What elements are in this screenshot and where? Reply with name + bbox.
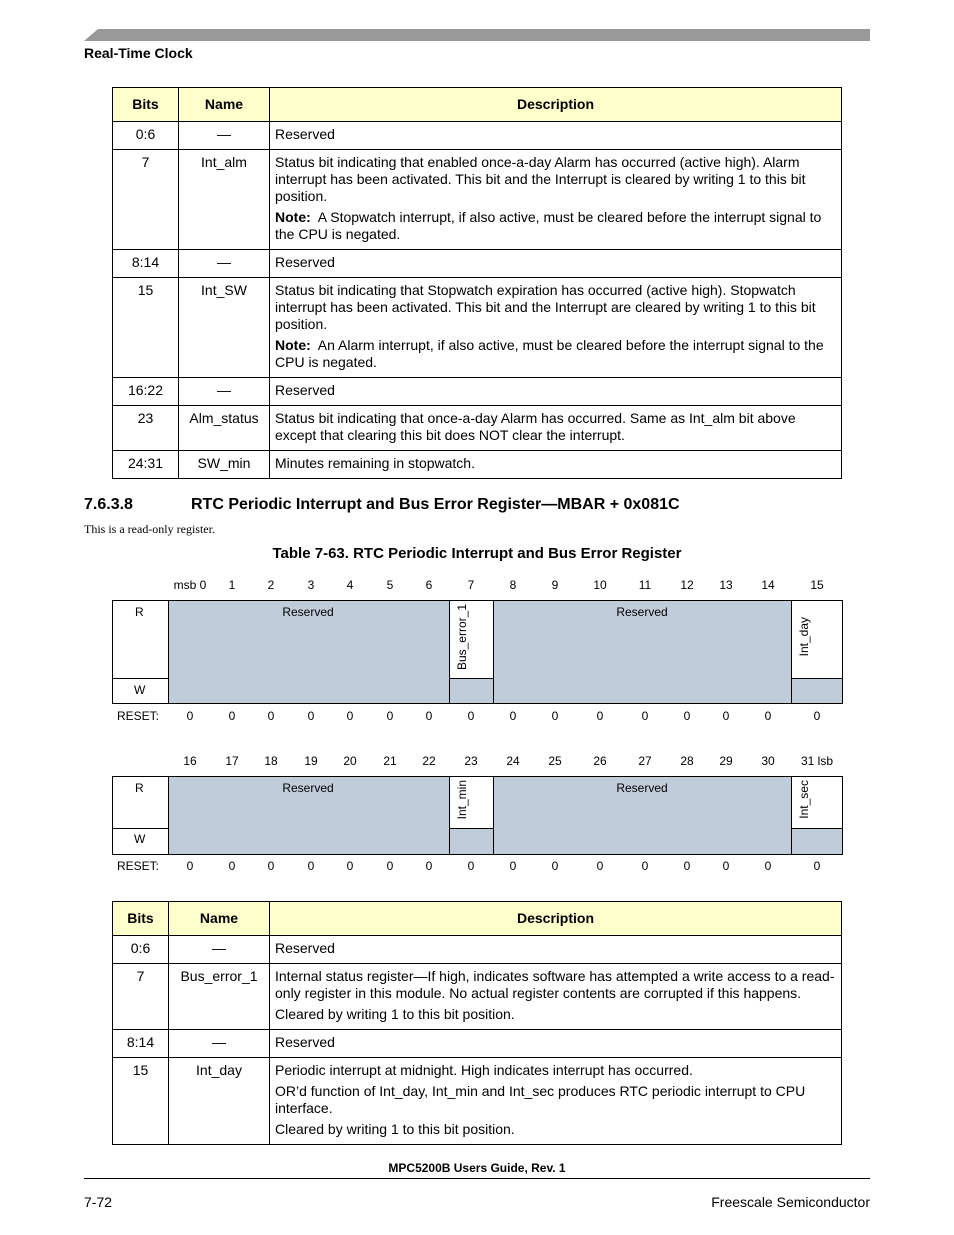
bit-number: 1 <box>228 578 236 592</box>
name-cell: Int_alm <box>179 150 270 250</box>
bit-number: 11 <box>638 578 652 592</box>
bit-number: 19 <box>304 754 318 768</box>
reset-value: 0 <box>683 709 691 723</box>
section-paragraph: This is a read-only register. <box>84 522 215 536</box>
name-cell: — <box>169 1030 270 1058</box>
write-field-shaded <box>450 829 493 854</box>
name-cell: SW_min <box>179 451 270 479</box>
table-row <box>113 1058 842 1145</box>
bits-cell: 0:6 <box>113 122 179 150</box>
bit-number: 5 <box>386 578 394 592</box>
note-label: Note: <box>275 337 311 353</box>
reset-value: 0 <box>228 709 236 723</box>
reset-value: 0 <box>641 859 649 873</box>
bit-number: 18 <box>264 754 278 768</box>
description-text: Reserved <box>275 126 335 142</box>
description-text: Status bit indicating that once-a-day Alarm has occurred. Same as Int_alm bit above except that clearing this bit does NOT clear the interrupt. <box>275 410 796 443</box>
name-cell: — <box>179 378 270 406</box>
reserved-label: Reserved <box>616 605 668 619</box>
footer-company: Freescale Semiconductor <box>711 1194 870 1210</box>
description-text: Reserved <box>275 382 335 398</box>
bit-number: 20 <box>343 754 357 768</box>
reset-value: 0 <box>425 709 433 723</box>
reset-value: 0 <box>509 859 517 873</box>
divider <box>449 678 494 679</box>
bit-number-row <box>0 754 954 770</box>
header-bar <box>84 29 870 41</box>
description-text: Cleared by writing 1 to this bit position. <box>275 1121 515 1137</box>
section-number: 7.6.3.8 <box>84 496 133 513</box>
header-name: Name <box>179 88 270 122</box>
header-description: Description <box>270 902 842 936</box>
description-cell <box>270 964 842 1030</box>
field-label-int-min: Int_min <box>455 780 469 820</box>
note-paragraph <box>275 209 836 243</box>
name-cell: Int_SW <box>179 278 270 378</box>
reset-value: 0 <box>813 859 821 873</box>
running-header-title: Real-Time Clock <box>84 45 193 61</box>
name-cell: — <box>169 936 270 964</box>
reset-value: 0 <box>386 859 394 873</box>
description-text: Reserved <box>275 1034 335 1050</box>
name-cell: — <box>179 122 270 150</box>
bit-number: 26 <box>593 754 607 768</box>
bits-cell: 15 <box>113 1058 169 1145</box>
write-label: W <box>134 832 146 846</box>
reset-value: 0 <box>467 859 475 873</box>
read-label: R <box>135 605 144 619</box>
divider <box>449 776 450 855</box>
reset-value: 0 <box>267 859 275 873</box>
bit-number: 9 <box>551 578 559 592</box>
description-text: Reserved <box>275 940 335 956</box>
reset-value: 0 <box>346 859 354 873</box>
reset-value: 0 <box>596 709 604 723</box>
reset-value: 0 <box>683 859 691 873</box>
table-row <box>113 406 842 451</box>
reserved-label: Reserved <box>282 605 334 619</box>
description-cell <box>270 451 842 479</box>
reset-value: 0 <box>813 709 821 723</box>
reset-value: 0 <box>267 709 275 723</box>
divider <box>493 776 494 855</box>
header-description: Description <box>270 88 842 122</box>
description-text: Cleared by writing 1 to this bit position. <box>275 1006 515 1022</box>
header-bits: Bits <box>113 902 169 936</box>
reset-value: 0 <box>509 709 517 723</box>
field-label-bus-error-1: Bus_error_1 <box>455 604 469 671</box>
name-cell: Int_day <box>169 1058 270 1145</box>
note-paragraph <box>275 337 836 371</box>
reset-label: RESET: <box>117 859 160 873</box>
header-bits: Bits <box>113 88 179 122</box>
reset-value: 0 <box>764 859 772 873</box>
bit-number: 30 <box>761 754 775 768</box>
bit-number: 12 <box>680 578 694 592</box>
reset-value: 0 <box>764 709 772 723</box>
field-description-table-1 <box>112 87 842 479</box>
reset-value: 0 <box>386 709 394 723</box>
reset-value: 0 <box>186 709 194 723</box>
bit-number: 22 <box>422 754 436 768</box>
description-cell <box>270 150 842 250</box>
footer-page-number: 7-72 <box>84 1194 113 1210</box>
bits-cell: 7 <box>113 150 179 250</box>
bits-cell: 15 <box>113 278 179 378</box>
reset-value: 0 <box>425 859 433 873</box>
table-row <box>113 964 842 1030</box>
reserved-label: Reserved <box>282 781 334 795</box>
bit-number: 17 <box>225 754 239 768</box>
field-description-table-2 <box>112 901 842 1145</box>
bits-cell: 8:14 <box>113 1030 169 1058</box>
bit-number: 31 lsb <box>800 754 834 768</box>
description-cell <box>270 936 842 964</box>
name-cell: Alm_status <box>179 406 270 451</box>
table-row <box>113 250 842 278</box>
description-cell <box>270 122 842 150</box>
reset-value: 0 <box>467 709 475 723</box>
write-field-shaded <box>792 679 842 703</box>
reset-value: 0 <box>722 709 730 723</box>
bit-number: 21 <box>383 754 397 768</box>
divider <box>449 600 450 704</box>
footer-document-title: MPC5200B Users Guide, Rev. 1 <box>388 1161 566 1175</box>
reset-value: 0 <box>551 709 559 723</box>
reserved-label: Reserved <box>616 781 668 795</box>
bit-number: 13 <box>719 578 733 592</box>
table-row <box>113 122 842 150</box>
divider <box>112 828 169 829</box>
bit-number: 3 <box>307 578 315 592</box>
bit-number: 24 <box>506 754 520 768</box>
description-text: Internal status register—If high, indicates software has attempted a write access to a read-only register in this module. No actual register contents are corrupted if this happens. <box>275 968 835 1001</box>
table-row <box>113 1030 842 1058</box>
description-text: Reserved <box>275 254 335 270</box>
divider <box>112 678 169 679</box>
reset-row <box>0 859 954 875</box>
reset-value: 0 <box>551 859 559 873</box>
reset-value: 0 <box>641 709 649 723</box>
description-cell <box>270 250 842 278</box>
reset-value: 0 <box>307 859 315 873</box>
bit-number: 10 <box>593 578 607 592</box>
bits-cell: 0:6 <box>113 936 169 964</box>
table-row <box>113 150 842 250</box>
table-row <box>113 278 842 378</box>
footer-rule <box>84 1178 870 1179</box>
bit-number: 8 <box>509 578 517 592</box>
description-cell <box>270 406 842 451</box>
name-cell: Bus_error_1 <box>169 964 270 1030</box>
header-name: Name <box>169 902 270 936</box>
bit-number: 2 <box>267 578 275 592</box>
bit-number: 27 <box>638 754 652 768</box>
write-field-shaded <box>792 829 842 854</box>
reset-value: 0 <box>596 859 604 873</box>
bit-number: 25 <box>548 754 562 768</box>
write-label: W <box>134 683 146 697</box>
field-label-int-day: Int_day <box>797 617 811 657</box>
bits-cell: 23 <box>113 406 179 451</box>
bits-cell: 8:14 <box>113 250 179 278</box>
divider <box>493 600 494 704</box>
description-cell <box>270 378 842 406</box>
bits-cell: 24:31 <box>113 451 179 479</box>
bit-number-row <box>0 578 954 594</box>
description-text: Status bit indicating that Stopwatch expiration has occurred (active high). Stopwatch interrupt has been activated. This bit and the Interrupt are cleared by writing 1 to this bit position. <box>275 282 816 332</box>
reset-value: 0 <box>346 709 354 723</box>
description-text: Status bit indicating that enabled once-a-day Alarm has occurred (active high). Alarm interrupt has been activated. This bit and the Interrupt is cleared by writing 1 to this bit position. <box>275 154 806 204</box>
note-text: A Stopwatch interrupt, if also active, must be cleared before the interrupt signal to the CPU is negated. <box>275 209 822 242</box>
bit-number: 29 <box>719 754 733 768</box>
bit-number: 15 <box>810 578 824 592</box>
description-cell <box>270 1058 842 1145</box>
note-label: Note: <box>275 209 311 225</box>
description-text: Periodic interrupt at midnight. High indicates interrupt has occurred. <box>275 1062 693 1078</box>
divider <box>791 776 792 855</box>
divider <box>791 828 843 829</box>
reset-value: 0 <box>228 859 236 873</box>
reset-value: 0 <box>307 709 315 723</box>
bits-cell: 7 <box>113 964 169 1030</box>
description-text: Minutes remaining in stopwatch. <box>275 455 475 471</box>
note-text: An Alarm interrupt, if also active, must be cleared before the interrupt signal to the CPU is negated. <box>275 337 824 370</box>
reset-row <box>0 709 954 725</box>
bits-cell: 16:22 <box>113 378 179 406</box>
bit-number: msb 0 <box>173 578 207 592</box>
divider <box>791 600 792 704</box>
reset-label: RESET: <box>117 709 160 723</box>
bit-number: 6 <box>425 578 433 592</box>
description-cell <box>270 278 842 378</box>
bit-number: 4 <box>346 578 354 592</box>
bit-number: 14 <box>761 578 775 592</box>
bit-number: 16 <box>183 754 197 768</box>
table-row <box>113 936 842 964</box>
table-caption: Table 7-63. RTC Periodic Interrupt and Bus Error Register <box>272 545 682 562</box>
bit-number: 28 <box>680 754 694 768</box>
table-row <box>113 451 842 479</box>
field-label-int-sec: Int_sec <box>797 780 811 819</box>
divider <box>449 828 494 829</box>
description-cell <box>270 1030 842 1058</box>
reset-value: 0 <box>722 859 730 873</box>
bit-number: 7 <box>467 578 475 592</box>
name-cell: — <box>179 250 270 278</box>
reset-value: 0 <box>186 859 194 873</box>
write-field-shaded <box>450 679 493 703</box>
section-title: RTC Periodic Interrupt and Bus Error Register—MBAR + 0x081C <box>191 496 680 513</box>
read-label: R <box>135 781 144 795</box>
description-text: OR’d function of Int_day, Int_min and Int_sec produces RTC periodic interrupt to CPU interface. <box>275 1083 806 1116</box>
bit-number: 23 <box>464 754 478 768</box>
divider <box>791 678 843 679</box>
table-row <box>113 378 842 406</box>
